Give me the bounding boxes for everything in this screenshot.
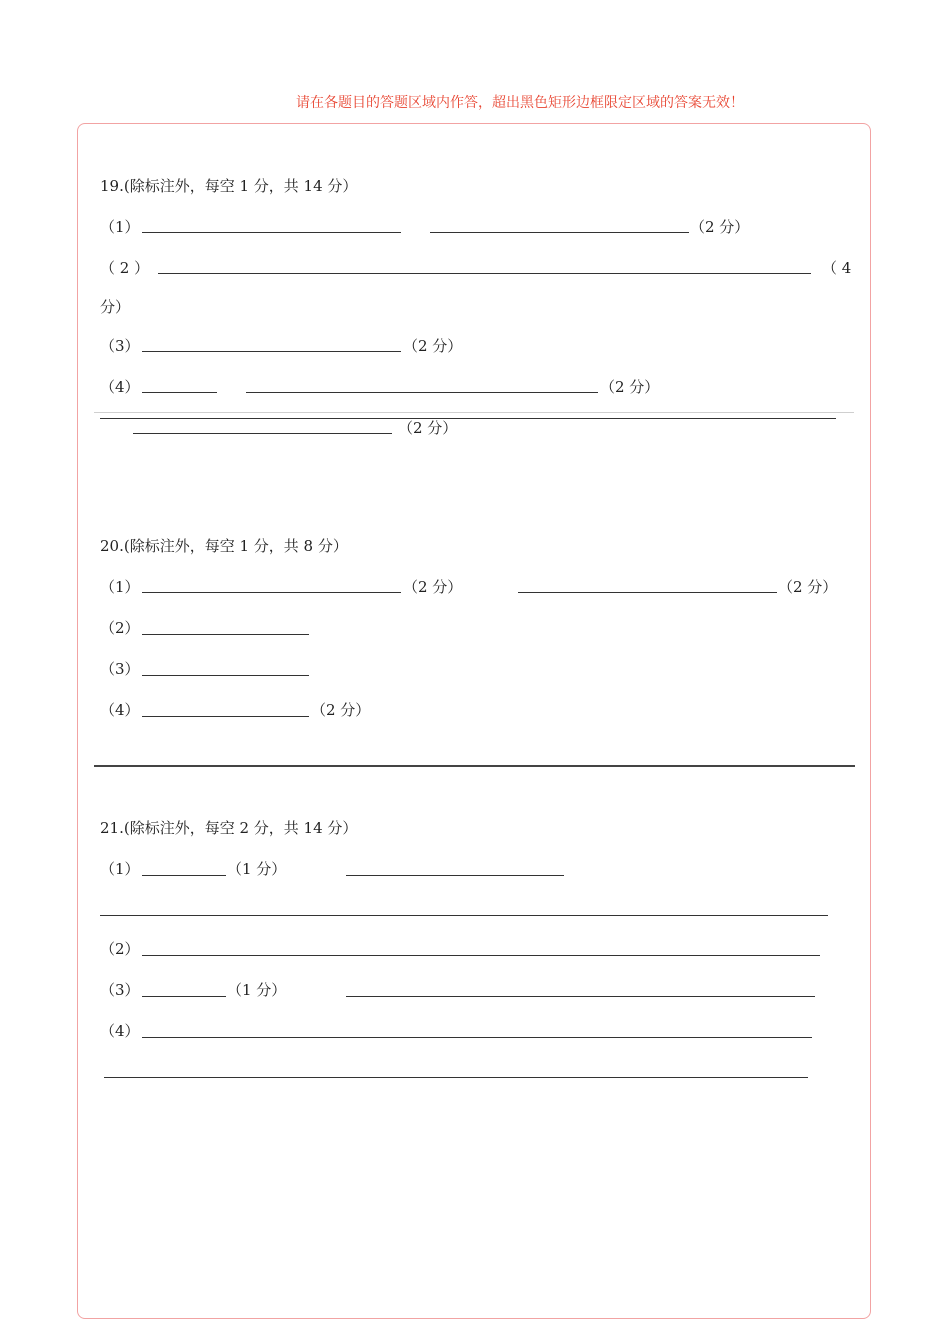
q19-part4-blank-b[interactable] [246, 392, 598, 393]
q21-part1-score: （1 分） [227, 860, 287, 878]
q21-part3-blank-b[interactable] [346, 996, 815, 997]
q21-part1-blank-a[interactable] [142, 875, 226, 876]
q20-part3-blank[interactable] [142, 675, 309, 676]
q19-part1-score: （2 分） [690, 218, 750, 236]
q20-part1-blank-b[interactable] [518, 592, 777, 593]
q19-part1-blank-a[interactable] [142, 232, 401, 233]
q21-part3-blank-a[interactable] [142, 996, 226, 997]
q21-part3-label: （3） [100, 981, 140, 999]
q20-part1-score-a: （2 分） [403, 578, 463, 596]
q19-part5-score: （2 分） [398, 419, 458, 437]
q19-part1-blank-b[interactable] [430, 232, 689, 233]
q20-part1-blank-a[interactable] [142, 592, 401, 593]
q21-part2-blank[interactable] [142, 955, 820, 956]
q19-part1-label: （1） [100, 218, 140, 236]
q19-divider-light [94, 412, 854, 413]
q20-part4-label: （4） [100, 701, 140, 719]
q20-part2-blank[interactable] [142, 634, 309, 635]
answer-frame [77, 123, 871, 1319]
q19-part2-score-b: 分） [100, 298, 131, 316]
q21-part1-label: （1） [100, 860, 140, 878]
q21-part1-blank-c[interactable] [100, 915, 828, 916]
q19-part4-blank-c[interactable] [100, 418, 836, 419]
q21-part3-score: （1 分） [227, 981, 287, 999]
q21-part4-blank-b[interactable] [104, 1077, 808, 1078]
q20-title: 20.(除标注外，每空 1 分，共 8 分） [100, 537, 348, 555]
q21-title: 21.(除标注外，每空 2 分，共 14 分） [100, 819, 358, 837]
notice-text: 请在各题目的答题区域内作答，超出黑色矩形边框限定区域的答案无效！ [296, 95, 744, 111]
q19-part5-blank[interactable] [133, 433, 392, 434]
q20-part1-score-b: （2 分） [778, 578, 838, 596]
q21-part4-blank-a[interactable] [142, 1037, 812, 1038]
q19-part3-label: （3） [100, 337, 140, 355]
q21-part2-label: （2） [100, 940, 140, 958]
q19-title: 19.(除标注外，每空 1 分，共 14 分） [100, 177, 358, 195]
q20-part1-label: （1） [100, 578, 140, 596]
q19-part3-score: （2 分） [403, 337, 463, 355]
q20-part3-label: （3） [100, 660, 140, 678]
q19-part4-score: （2 分） [600, 378, 660, 396]
q21-part4-label: （4） [100, 1022, 140, 1040]
q21-part1-blank-b[interactable] [346, 875, 564, 876]
q20-divider [94, 765, 855, 767]
q19-part4-blank-a[interactable] [142, 392, 217, 393]
q19-part2-label: （ 2 ） [100, 259, 150, 277]
q20-part4-blank[interactable] [142, 716, 309, 717]
q20-part2-label: （2） [100, 619, 140, 637]
q19-part2-blank[interactable] [158, 273, 811, 274]
q20-part4-score: （2 分） [311, 701, 371, 719]
q19-part2-score-a: （ 4 [822, 259, 852, 277]
q19-part4-label: （4） [100, 378, 140, 396]
q19-part3-blank[interactable] [142, 351, 401, 352]
